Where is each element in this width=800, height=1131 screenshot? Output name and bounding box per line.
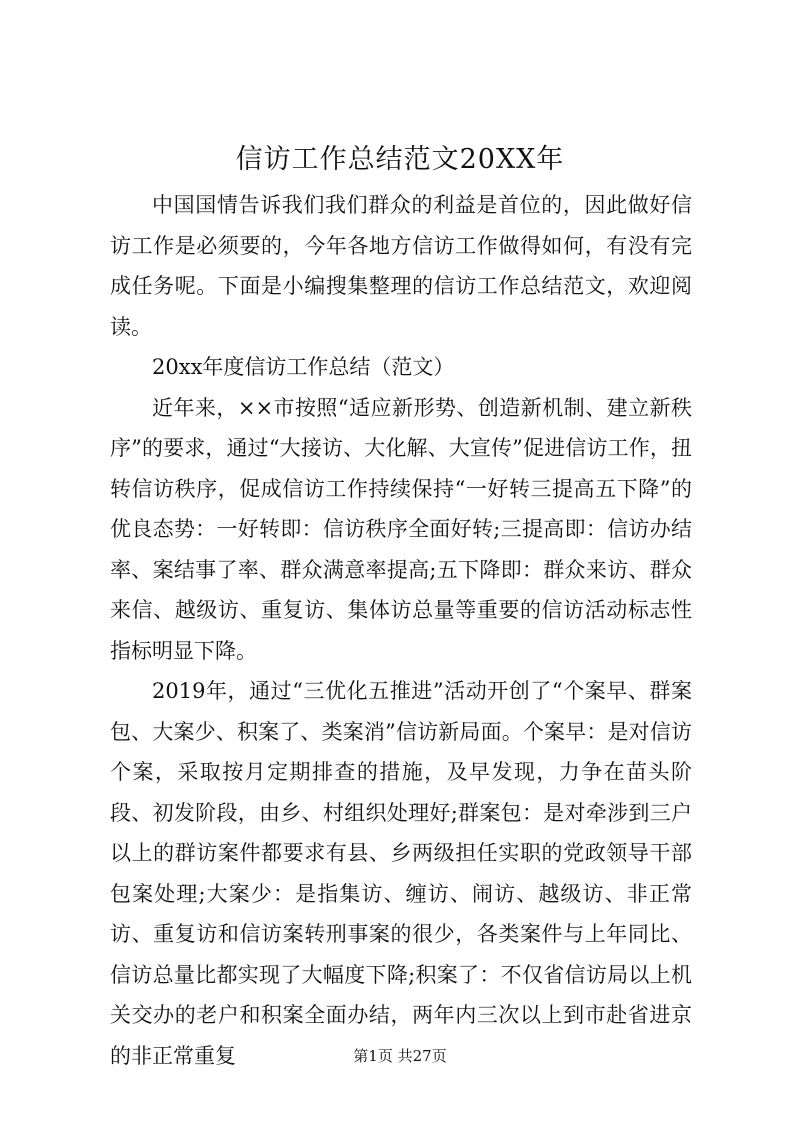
paragraph-overview: 近年来，××市按照“适应新形势、创造新机制、建立新秩序”的要求，通过“大接访、大化解、大宣传”促进信访工作，扭转信访秩序，促成信访工作持续保持“一好转三提高五下降”的优良态势：一好转即：信访秩序全面好转;三提高即：信访办结率、案结事了率、群众满意率提高;五下降即：群众来访、群众来信、越级访、重复访、集体访总量等重要的信访活动标志性指标明显下降。 <box>110 395 692 663</box>
paragraph-2019: 2019年，通过“三优化五推进”活动开创了“个案早、群案包、大案少、积案了、类案消”信访新局面。个案早：是对信访个案，采取按月定期排查的措施，及早发现，力争在苗头阶段、初发阶段，由乡、村组织处理好;群案包：是对牵涉到三户以上的群访案件都要求有县、乡两级担任实职的党政领导干部包案处理;大案少：是指集访、缠访、闹访、越级访、非正常访、重复访和信访案转刑事案的很少，各类案件与上年同比、信访总量比都实现了大幅度下降;积案了：不仅省信访局以上机关交办的老户和积案全面办结，两年内三次以上到市赴省进京的非正常重复 <box>110 679 692 1068</box>
document-body <box>110 185 692 1076</box>
document-title: 信访工作总结范文20XX年 <box>235 144 565 175</box>
page-footer: 第1页 共27页 <box>353 1047 447 1065</box>
paragraph-subtitle: 20xx年度信访工作总结（范文） <box>152 355 455 379</box>
paragraph-intro: 中国国情告诉我们我们群众的利益是首位的，因此做好信访工作是必须要的，今年各地方信访工作做得如何，有没有完成任务呢。下面是小编搜集整理的信访工作总结范文，欢迎阅读。 <box>110 193 692 339</box>
